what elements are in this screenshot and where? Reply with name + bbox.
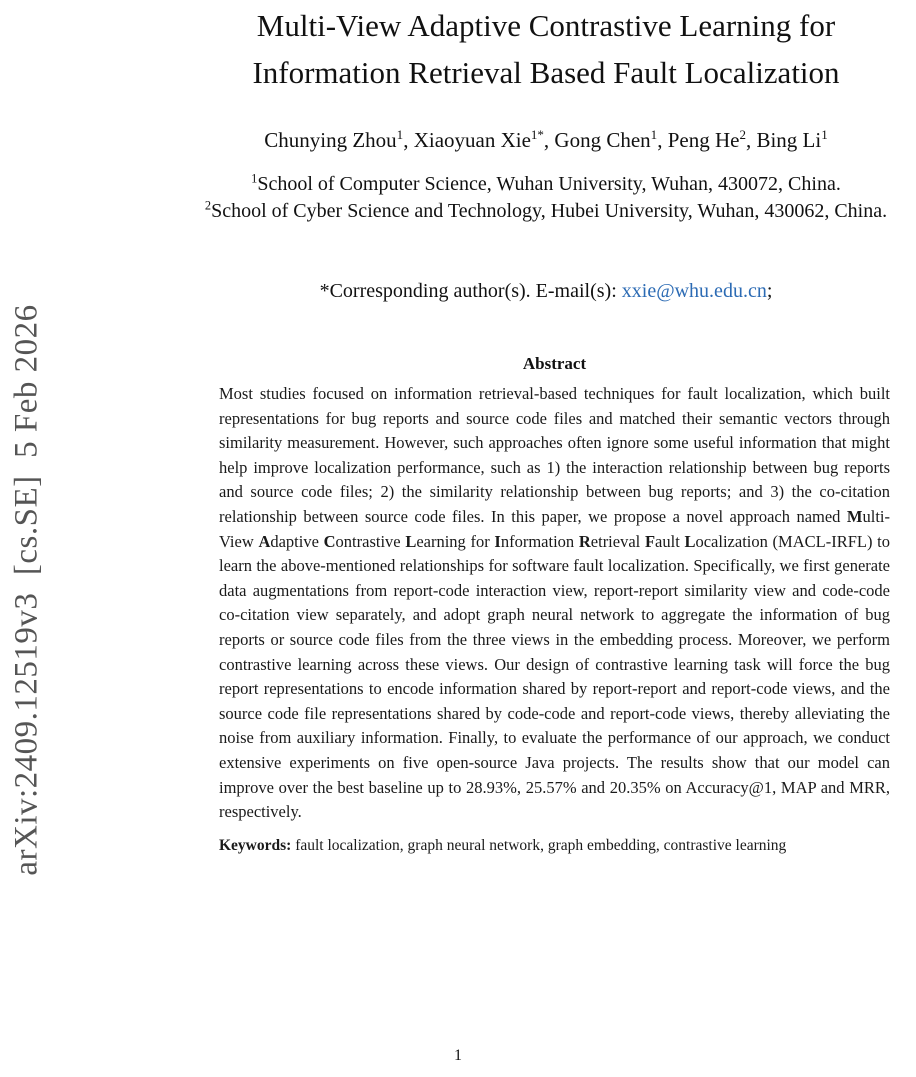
paper-content	[196, 2, 896, 857]
text-segment: nformation	[500, 531, 579, 551]
superscript: 2	[739, 127, 746, 142]
text-segment: Chunying Zhou	[264, 128, 397, 152]
text-segment: I	[494, 531, 501, 551]
superscript: 1	[396, 127, 404, 142]
superscript: 1	[650, 127, 658, 142]
superscript: 2	[204, 198, 212, 213]
text-segment: M	[846, 506, 863, 526]
corresponding-author-line	[196, 278, 896, 305]
email-link[interactable]: xxie@whu.edu.cn	[621, 280, 767, 302]
arxiv-watermark: arXiv:2409.12519v3 [cs.SE] 5 Feb 2026	[8, 304, 45, 876]
paper-title	[196, 2, 896, 96]
text-segment: ,	[403, 128, 414, 152]
text-segment: F	[644, 531, 656, 551]
text-segment: ;	[766, 280, 773, 302]
superscript: 1	[821, 127, 828, 142]
text-segment: ,	[745, 128, 757, 152]
title-line-1: Multi-View Adaptive Contrastive Learning for	[256, 8, 836, 43]
text-segment: earning for	[416, 531, 495, 551]
affiliation-2	[196, 198, 896, 225]
text-segment: ,	[543, 128, 555, 152]
text-segment: L	[405, 531, 417, 551]
abstract-heading: Abstract	[522, 354, 587, 373]
text-segment: L	[684, 531, 696, 551]
authors-line	[196, 126, 896, 155]
abstract-text	[219, 382, 890, 825]
text-segment: ontrastive	[335, 531, 406, 551]
text-segment: etrieval	[590, 531, 645, 551]
affiliations-block	[196, 171, 896, 225]
text-segment: C	[323, 531, 336, 551]
abstract-section	[219, 354, 890, 857]
text-segment: School of Computer Science, Wuhan University, Wuhan, 430072, China.	[257, 173, 841, 195]
text-segment: fault localization, graph neural network, graph embedding, contrastive learning	[291, 836, 787, 854]
text-segment: A	[258, 531, 271, 551]
text-segment: Keywords:	[219, 836, 292, 854]
title-line-2: Information Retrieval Based Fault Localization	[252, 55, 840, 90]
text-segment: ulti-View	[219, 506, 890, 551]
text-segment: ocalization (MACL-IRFL) to learn the above-mentioned relationships for software fault localization. Specifically, we first generate data augmentations from report-code interaction view, report-report similarity view and code-code co-citation view separately, and adopt graph neural network to aggregate the information of bug reports or source code files from the three views in the embedding process. Moreover, we perform contrastive learning across these views. Our design of contrastive learning task will force the bug report representations to encode information shared by report-report and report-code views, and the source code file representations shared by code-code and report-code views, thereby alleviating the noise from auxiliary information. Finally, to evaluate the performance of our approach, we conduct extensive experiments on five open-source Java projects. The results show that our model can improve over the best baseline up to 28.93%, 25.57% and 20.35% on Accuracy@1, MAP and MRR, respectively.	[219, 531, 890, 822]
page-number: 1	[454, 1047, 462, 1064]
text-segment: Bing Li	[756, 128, 822, 152]
text-segment: School of Cyber Science and Technology, Hubei University, Wuhan, 430062, China.	[211, 200, 888, 222]
text-segment: Peng He	[667, 128, 740, 152]
text-segment: R	[578, 531, 591, 551]
text-segment: Most studies focused on information retrieval-based techniques for fault localization, which built representations for bug reports and source code files and matched their semantic vectors through similarity measurement. However, such approaches often ignore some useful information that might help improve localization performance, such as 1) the interaction relationship between bug reports and source code files; 2) the similarity relationship between bug reports; and 3) the co-citation relationship between source code files. In this paper, we propose a novel approach named	[219, 384, 890, 526]
text-segment: ault	[655, 531, 685, 551]
text-segment: ,	[657, 128, 668, 152]
superscript: 1	[251, 171, 258, 186]
text-segment: daptive	[270, 531, 324, 551]
keywords-line	[219, 835, 890, 857]
affiliation-1	[196, 171, 896, 198]
superscript: 1*	[530, 127, 544, 142]
text-segment: *Corresponding author(s). E-mail(s):	[319, 280, 622, 302]
text-segment: Xiaoyuan Xie	[413, 128, 531, 152]
text-segment: Gong Chen	[554, 128, 651, 152]
